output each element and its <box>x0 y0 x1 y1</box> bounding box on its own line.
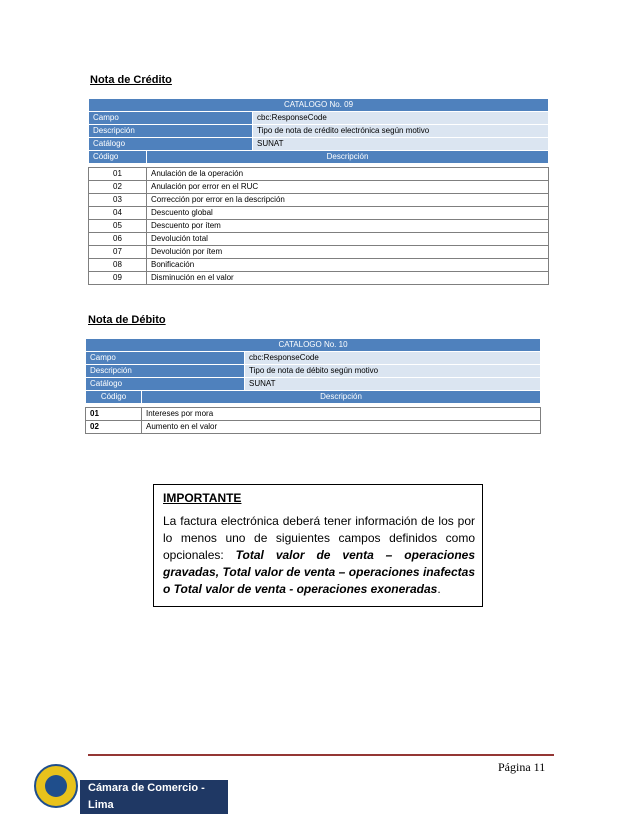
table-row <box>89 168 549 181</box>
catalog-09-rows <box>89 168 549 285</box>
notice-text <box>163 513 475 598</box>
table-row <box>89 194 549 207</box>
table-row <box>89 233 549 246</box>
item-description: Descuento por ítem <box>147 220 549 233</box>
row-value: Tipo de nota de crédito electrónica según motivo <box>253 125 549 138</box>
notice-text-bold: Total valor de venta – operaciones gravadas, Total valor de venta – operaciones inafectas o Total valor de venta - operaciones exoneradas <box>163 548 475 596</box>
item-description: Intereses por mora <box>142 408 541 421</box>
col-header-code: Código <box>86 391 142 404</box>
item-description: Devolución total <box>147 233 549 246</box>
item-code: 01 <box>86 408 142 421</box>
col-header-description: Descripción <box>142 391 541 404</box>
item-description: Bonificación <box>147 259 549 272</box>
notice-text-end: . <box>437 582 441 596</box>
item-code: 08 <box>89 259 147 272</box>
table-row <box>86 421 541 434</box>
item-description: Anulación de la operación <box>147 168 549 181</box>
row-label: Campo <box>86 352 245 365</box>
catalog-09-table <box>88 98 549 285</box>
item-code: 02 <box>89 181 147 194</box>
item-description: Aumento en el valor <box>142 421 541 434</box>
col-header-description: Descripción <box>147 151 549 164</box>
item-description: Disminución en el valor <box>147 272 549 285</box>
item-code: 03 <box>89 194 147 207</box>
catalog-10-table <box>85 338 541 434</box>
row-label: Campo <box>89 112 253 125</box>
item-description: Anulación por error en el RUC <box>147 181 549 194</box>
notice-title: IMPORTANTE <box>163 491 242 505</box>
table-row <box>89 220 549 233</box>
catalog-title: CATALOGO No. 09 <box>89 99 549 112</box>
col-header-code: Código <box>89 151 147 164</box>
item-code: 06 <box>89 233 147 246</box>
footer-rule <box>88 754 554 756</box>
table-row <box>89 259 549 272</box>
brand-bar: Cámara de Comercio - Lima <box>80 780 228 814</box>
row-value: SUNAT <box>245 378 541 391</box>
credit-note-title: Nota de Crédito <box>90 74 172 86</box>
item-code: 05 <box>89 220 147 233</box>
item-description: Corrección por error en la descripción <box>147 194 549 207</box>
notice-text-plain: La factura electrónica deberá tener información de los por lo menos uno de siguientes campos definidos como opcionales: <box>163 514 475 562</box>
row-value: SUNAT <box>253 138 549 151</box>
table-row <box>89 272 549 285</box>
row-value: Tipo de nota de débito según motivo <box>245 365 541 378</box>
item-description: Devolución por ítem <box>147 246 549 259</box>
item-description: Descuento global <box>147 207 549 220</box>
item-code: 07 <box>89 246 147 259</box>
table-row <box>89 181 549 194</box>
item-code: 02 <box>86 421 142 434</box>
item-code: 04 <box>89 207 147 220</box>
row-label: Descripción <box>89 125 253 138</box>
row-label: Descripción <box>86 365 245 378</box>
row-value: cbc:ResponseCode <box>253 112 549 125</box>
table-row <box>89 246 549 259</box>
catalog-10-rows <box>86 408 541 434</box>
chamber-seal-logo <box>34 764 78 808</box>
catalog-title: CATALOGO No. 10 <box>86 339 541 352</box>
row-label: Catálogo <box>86 378 245 391</box>
important-notice-box <box>153 484 483 607</box>
table-row <box>89 207 549 220</box>
row-value: cbc:ResponseCode <box>245 352 541 365</box>
page-number: Página 11 <box>498 760 546 774</box>
item-code: 01 <box>89 168 147 181</box>
row-label: Catálogo <box>89 138 253 151</box>
debit-note-title: Nota de Débito <box>88 314 166 326</box>
item-code: 09 <box>89 272 147 285</box>
table-row <box>86 408 541 421</box>
